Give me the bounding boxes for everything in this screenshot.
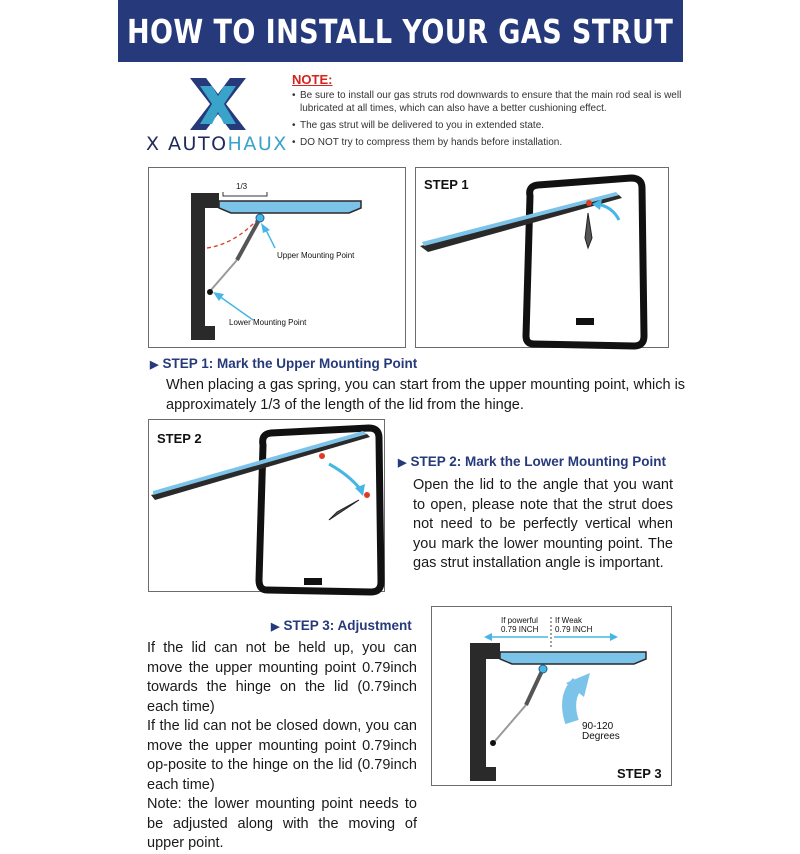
note-item: • DO NOT try to compress them by hands before installation. [292, 136, 692, 149]
lower-mounting-label: Lower Mounting Point [229, 318, 307, 327]
note-list [292, 89, 692, 149]
fraction-label: 1/3 [236, 182, 248, 191]
angle-unit-label: Degrees [582, 731, 620, 742]
if-powerful-label: If powerful [501, 616, 538, 625]
x-logo-icon [188, 76, 248, 132]
step2-heading: ▶ STEP 2: Mark the Lower Mounting Point [398, 454, 666, 469]
if-weak-label: If Weak [555, 616, 582, 625]
triangle-bullet-icon: ▶ [271, 621, 280, 633]
step1-panel-label: STEP 1 [424, 177, 469, 192]
step3-panel [431, 606, 672, 786]
upper-mounting-label: Upper Mounting Point [277, 251, 355, 260]
step3-drawing [432, 607, 673, 787]
step2-panel-label: STEP 2 [157, 431, 202, 446]
page-title: HOW TO INSTALL YOUR GAS STRUT [127, 11, 674, 51]
angle-range-label: 90-120 [582, 721, 614, 732]
step1-heading: ▶ STEP 1: Mark the Upper Mounting Point [150, 356, 418, 371]
step1-drawing [416, 168, 670, 349]
triangle-bullet-icon: ▶ [398, 457, 407, 469]
page-header [118, 0, 683, 62]
step3-text: If the lid can not be held up, you can move the upper mounting point 0.79inch towards the hinge on the lid (0.79inch each time) If the lid can not be closed down, you can move the upper mounting point 0.79inch op-posite to the hinge on the lid (0.79inch each time) Note: the lower mounting point needs to be adjusted along with the moving of upper point. [147, 640, 417, 851]
step1-panel [415, 167, 669, 348]
brand-name: X AUTOHAUX [146, 133, 288, 155]
powerful-distance-label: 0.79 INCH [501, 625, 539, 634]
step1-text: When placing a gas spring, you can start from the upper mounting point, which is approximately 1/3 of the length of the lid from the hinge. [166, 377, 686, 413]
note-item: • Be sure to install our gas struts rod downwards to ensure that the main rod seal is well lubricated at all times, which can also have a better cushioning effect. [292, 89, 692, 115]
step2-text: Open the lid to the angle that you want to open, please note that the strut does not need to be perfectly vertical when you mark the lower mounting point. The gas strut installation angle is important. [413, 477, 673, 571]
note-item: • The gas strut will be delivered to you in extended state. [292, 119, 692, 132]
note-section [292, 72, 692, 153]
step3-heading: ▶ STEP 3: Adjustment [271, 618, 412, 633]
diagram-mounting-points [148, 167, 406, 348]
triangle-bullet-icon: ▶ [150, 359, 159, 371]
note-title: NOTE: [292, 72, 333, 87]
weak-distance-label: 0.79 INCH [555, 625, 593, 634]
step3-panel-label: STEP 3 [617, 766, 662, 781]
brand-logo [146, 76, 296, 156]
step2-panel [148, 419, 385, 592]
